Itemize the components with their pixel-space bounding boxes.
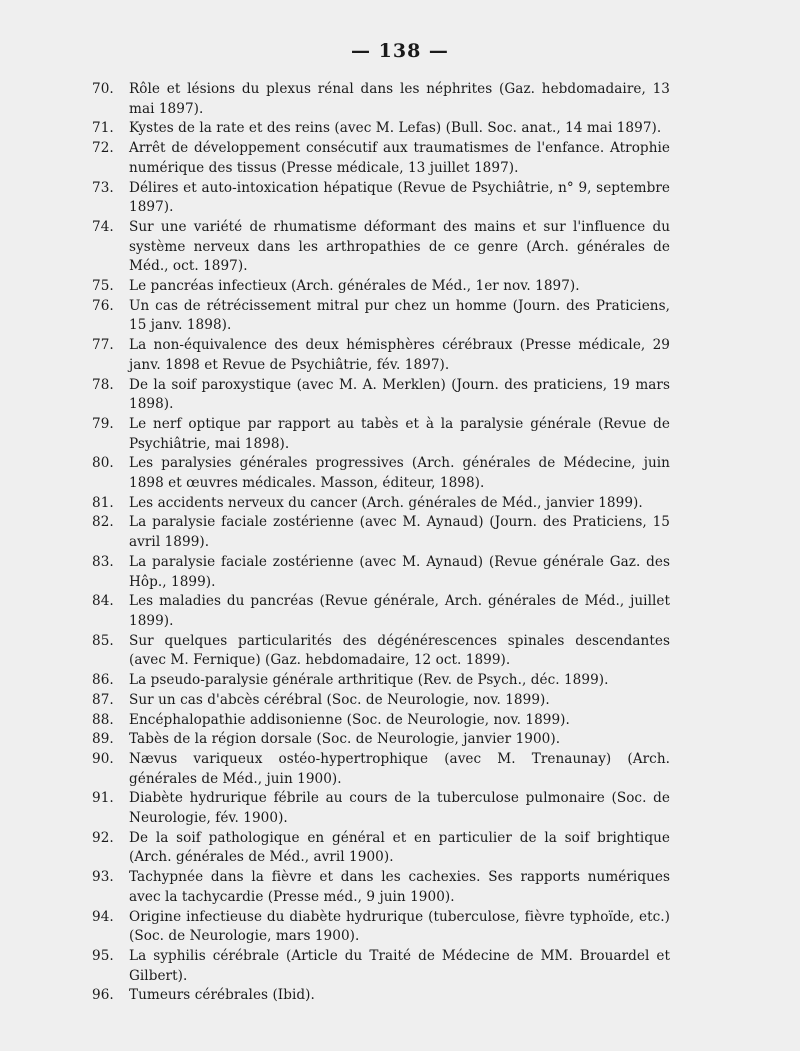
- bibliography-entry: [92, 986, 670, 1006]
- entry-text: La non-équivalence des deux hémisphères cérébraux (Presse médicale, 29 janv. 1898 et Revue de Psychiâtrie, fév. 1897).: [129, 337, 670, 373]
- bibliography-entry: [92, 218, 670, 277]
- entry-number: 84.: [92, 593, 114, 610]
- entry-text: La syphilis cérébrale (Article du Traité de Médecine de MM. Brouardel et Gilbert).: [129, 947, 670, 984]
- entry-number: 87.: [92, 691, 114, 708]
- entry-number: 94.: [92, 908, 114, 925]
- bibliography-entry: [92, 415, 670, 454]
- entry-number: 81.: [92, 494, 114, 511]
- bibliography-entry: [92, 829, 670, 868]
- entry-number: 82.: [92, 514, 114, 531]
- entry-number: 95.: [92, 947, 114, 964]
- entry-number: 77.: [92, 337, 114, 354]
- entry-number: 70.: [92, 81, 114, 97]
- entry-number: 72.: [92, 140, 114, 157]
- bibliography-entry: [92, 119, 670, 139]
- bibliography-entry: [92, 494, 670, 514]
- entry-text: De la soif paroxystique (avec M. A. Merklen) (Journ. des praticiens, 19 mars 1898).: [129, 376, 670, 413]
- entry-text: Un cas de rétrécissement mitral pur chez un homme (Journ. des Praticiens, 15 janv. 1898).: [129, 297, 670, 334]
- bibliography-entry: [92, 139, 670, 178]
- entry-number: 79.: [92, 415, 114, 432]
- bibliography-entry: [92, 789, 670, 828]
- entry-text: Le pancréas infectieux (Arch. générales de Méd., 1er nov. 1897).: [129, 278, 580, 295]
- entry-text: Origine infectieuse du diabète hydrurique (tuberculose, fièvre typhoïde, etc.) (Soc. de Neurologie, mars 1900).: [129, 908, 670, 945]
- bibliography-entry: [92, 513, 670, 552]
- entry-number: 90.: [92, 750, 114, 767]
- entry-text: Rôle et lésions du plexus rénal dans les néphrites (Gaz. hebdomadaire, 13 mai 1897).: [129, 81, 670, 117]
- entry-number: 89.: [92, 731, 114, 748]
- entry-text: Diabète hydrurique fébrile au cours de la tuberculose pulmonaire (Soc. de Neurologie, fév. 1900).: [129, 790, 670, 827]
- entry-number: 93.: [92, 869, 114, 886]
- entry-text: Sur quelques particularités des dégénérescences spinales descendantes (avec M. Fernique) (Gaz. hebdomadaire, 12 oct. 1899).: [129, 632, 670, 669]
- entry-text: Les accidents nerveux du cancer (Arch. générales de Méd., janvier 1899).: [129, 494, 643, 511]
- entry-number: 80.: [92, 455, 114, 472]
- bibliography-entry: [92, 908, 670, 947]
- entry-text: Tachypnée dans la fièvre et dans les cachexies. Ses rapports numériques avec la tachycardie (Presse méd., 9 juin 1900).: [129, 869, 670, 905]
- page-number: — 138 —: [351, 40, 449, 62]
- entry-text: Sur une variété de rhumatisme déformant des mains et sur l'influence du système nerveux dans les arthropathies de ce genre (Arch. générales de Méd., oct. 1897).: [129, 218, 670, 275]
- entry-number: 73.: [92, 179, 114, 196]
- bibliography-entry: [92, 868, 670, 907]
- entry-text: La pseudo-paralysie générale arthritique (Rev. de Psych., déc. 1899).: [129, 672, 609, 689]
- bibliography-entry: [92, 750, 670, 789]
- entry-text: Délires et auto-intoxication hépatique (Revue de Psychiâtrie, n° 9, septembre 1897).: [129, 179, 670, 216]
- entry-text: La paralysie faciale zostérienne (avec M. Aynaud) (Revue générale Gaz. des Hôp., 1899).: [129, 553, 670, 590]
- entry-number: 91.: [92, 790, 114, 807]
- bibliography-entry: [92, 947, 670, 986]
- bibliography-entry: [92, 671, 670, 691]
- bibliography-entry: [92, 277, 670, 297]
- bibliography-entry: [92, 592, 670, 631]
- entry-number: 76.: [92, 297, 114, 314]
- entry-number: 86.: [92, 672, 114, 689]
- bibliography-entry: [92, 632, 670, 671]
- entry-number: 75.: [92, 278, 114, 295]
- bibliography-entry: [92, 297, 670, 336]
- bibliography-entry: [92, 454, 670, 493]
- bibliography-entry: [92, 376, 670, 415]
- entry-text: De la soif pathologique en général et en particulier de la soif brightique (Arch. générales de Méd., avril 1900).: [129, 829, 670, 866]
- entry-number: 78.: [92, 376, 114, 393]
- entry-text: Les maladies du pancréas (Revue générale, Arch. générales de Méd., juillet 1899).: [129, 593, 670, 629]
- bibliography-entry: [92, 691, 670, 711]
- entry-number: 88.: [92, 711, 114, 728]
- entry-number: 92.: [92, 829, 114, 846]
- bibliography-entry: [92, 336, 670, 375]
- entry-text: Tumeurs cérébrales (Ibid).: [129, 987, 315, 1004]
- bibliography-entry: [92, 730, 670, 750]
- bibliography-entry: [92, 179, 670, 218]
- bibliography-entry: [92, 711, 670, 731]
- entry-text: Sur un cas d'abcès cérébral (Soc. de Neurologie, nov. 1899).: [129, 691, 550, 708]
- entry-number: 71.: [92, 120, 114, 137]
- bibliography-entry: [92, 80, 670, 119]
- entry-text: Nævus variqueux ostéo-hypertrophique (avec M. Trenaunay) (Arch. générales de Méd., juin 1900).: [129, 750, 670, 787]
- entry-text: Tabès de la région dorsale (Soc. de Neurologie, janvier 1900).: [129, 731, 561, 748]
- entry-text: Kystes de la rate et des reins (avec M. Lefas) (Bull. Soc. anat., 14 mai 1897).: [129, 120, 662, 137]
- entry-text: Encéphalopathie addisonienne (Soc. de Neurologie, nov. 1899).: [129, 711, 570, 728]
- bibliography-list: [92, 80, 670, 1006]
- entry-number: 85.: [92, 632, 114, 649]
- entry-text: Les paralysies générales progressives (Arch. générales de Médecine, juin 1898 et œuvres médicales. Masson, éditeur, 1898).: [129, 455, 670, 492]
- entry-text: Arrêt de développement consécutif aux traumatismes de l'enfance. Atrophie numérique des tissus (Presse médicale, 13 juillet 1897).: [129, 140, 670, 176]
- entry-number: 96.: [92, 987, 114, 1004]
- entry-number: 83.: [92, 553, 114, 570]
- bibliography-entry: [92, 553, 670, 592]
- entry-text: Le nerf optique par rapport au tabès et à la paralysie générale (Revue de Psychiâtrie, mai 1898).: [129, 415, 670, 452]
- entry-text: La paralysie faciale zostérienne (avec M. Aynaud) (Journ. des Praticiens, 15 avril 1899).: [129, 514, 670, 551]
- entry-number: 74.: [92, 218, 114, 235]
